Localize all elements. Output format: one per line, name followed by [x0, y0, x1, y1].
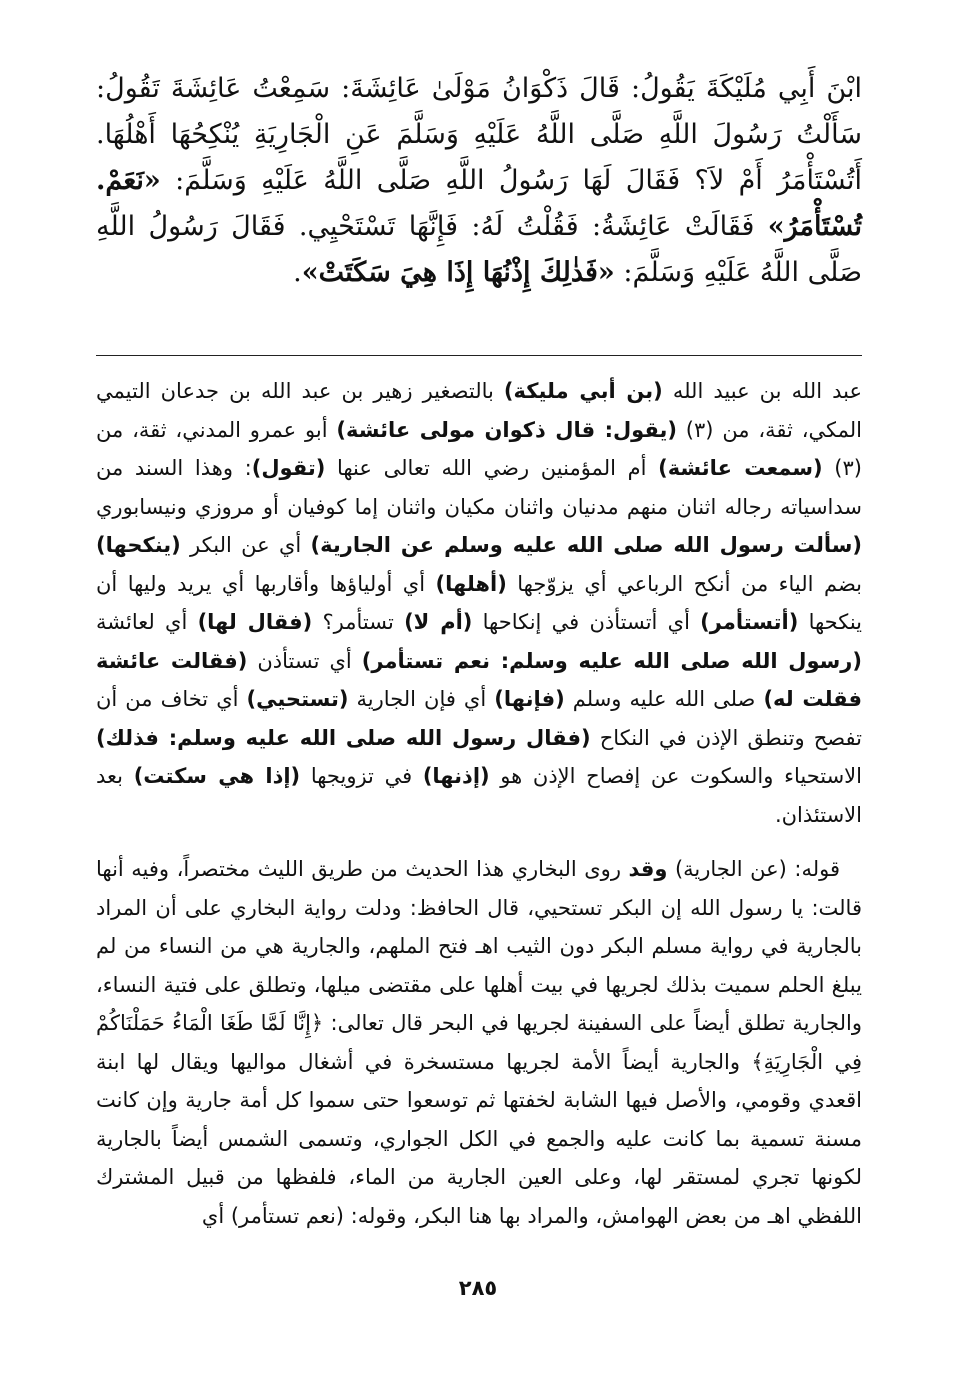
hadith-text-2: فَقَالَتْ عَائِشَةُ: فَقُلْتُ لَهُ: فَإِنَّهَا تَسْتَحْيِي. فَقَالَ رَسُولُ اللَّهِ صَلَّى اللَّهُ عَلَيْهِ وَسَلَّمَ:	[96, 211, 862, 288]
c1-bold: (ينكحها)	[96, 533, 181, 557]
c2-text: والجارية أيضاً الأمة لجريها مستسخرة في أشغال مواليها ويقال لها ابنة اقعدي وقومي، والأصل فيها الشابة لخفتها ثم توسعوا حتى سموا كل أمة جارية وإن كانت مسنة تسمية بما كانت عليه والجمع في الكل الجواري، وتسمى الشمس أيضاً بالجارية لكونها تجري لمستقر لها، وعلى العين الجارية من الماء، فلفظها من قبيل المشترك اللفظي اهـ من بعض الهوامش، والمراد بها هنا البكر، وقوله: (نعم تستأمر) أي	[96, 1049, 862, 1228]
c1-bold: (أم لا)	[404, 610, 473, 634]
c2-text: قوله: (عن الجارية)	[667, 857, 840, 881]
c2-text: روى البخاري هذا الحديث من طريق الليث مختصراً، وفيه أنها قالت: يا رسول الله إن البكر تستحيي، قال الحافظ: ودلت رواية البخاري على أن المراد بالجارية في رواية مسلم البكر دون الثيب اهـ فتح الملهم، والجارية هي من النساء من لم يبلغ الحلم سميت بذلك لجريها في بيت أهلها على مقتضى ميلها، وتطلق على فتية النساء، والجارية تطلق أيضاً على السفينة لجريها في البحر قال تعالى:	[96, 857, 862, 1035]
hadith-quote-1: «نَعَمْ. تُسْتَأْمَرُ»	[96, 165, 862, 242]
commentary-paragraph-2	[96, 850, 862, 1235]
hadith-text-block	[96, 66, 862, 296]
c1-bold: (إذا هي سكتت)	[133, 764, 301, 788]
c2-bold: وقد	[628, 857, 668, 881]
c1-text: بعد الاستئذان.	[96, 764, 862, 827]
footnote-divider	[96, 355, 862, 356]
c1-bold: (إذنها)	[422, 764, 490, 788]
hadith-text-3: .	[293, 257, 302, 288]
c1-text: بضم الياء من أنكح الرباعي أي يزوّجها	[506, 571, 862, 596]
c1-bold: (تستحيي)	[246, 687, 349, 711]
c1-bold: (رسول الله صلى الله عليه وسلم: نعم تستأمر)	[361, 648, 862, 673]
c1-text: : وهذا السند من سداسياته رجاله اثنان منهم مدنيان واثنان مكيان واثنان إما كوفيان أو مروزي ونيسابوري	[96, 456, 862, 519]
page-number: ٢٨٥	[458, 1276, 498, 1300]
c1-text: عبد الله بن عبيد الله	[662, 379, 862, 403]
c1-bold: (سمعت عائشة)	[658, 456, 823, 480]
hadith-quote-2: «فَذٰلِكَ إِذْنُهَا إِذَا هِيَ سَكَتَتْ»	[301, 257, 615, 288]
c1-text: تستأمر؟	[312, 610, 405, 634]
c1-text: بالتصغير زهير بن عبد الله بن جدعان التيمي المكي، ثقة، من (٣)	[96, 379, 862, 442]
c1-bold: (تقول)	[251, 456, 326, 480]
c1-text: أي فإن الجارية	[348, 687, 495, 711]
c1-text: الاستحياء والسكوت عن إفصاح الإذن هو	[489, 764, 862, 788]
c1-bold: (أتستأمر)	[700, 610, 799, 634]
c1-bold: (فقال رسول الله صلى الله عليه وسلم: فذلك)	[96, 725, 591, 750]
hadith-text-1: ابْنَ أَبِي مُلَيْكَةَ يَقُولُ: قَالَ ذَكْوَانُ مَوْلَىٰ عَائِشَةَ: سَمِعْتُ عَائِشَةَ تَقُولُ: سَأَلْتُ رَسُولَ اللَّهِ صَلَّى اللَّهُ عَلَيْهِ وَسَلَّمَ عَنِ الْجَارِيَةِ يُنْكِحُهَا أَهْلُهَا. أَتُسْتَأْمَرُ أَمْ لاَ؟ فَقَالَ لَهَا رَسُولُ اللَّهِ صَلَّى اللَّهُ عَلَيْهِ وَسَلَّمَ:	[96, 73, 862, 196]
c1-text: أي أولياؤها وأقاربها أي يريد وليها أن ينكحها	[96, 571, 862, 634]
c1-text: أم المؤمنين رضي الله تعالى عنها	[325, 456, 659, 480]
c1-text: صلى الله عليه وسلم	[564, 687, 764, 711]
c1-bold: (بن أبي مليكة)	[503, 379, 663, 403]
c1-text: أي عن البكر	[180, 533, 311, 557]
c1-text: أبو عمرو المدني، ثقة، من (٣)	[96, 417, 862, 480]
c1-bold: (فإنها)	[494, 687, 565, 711]
c1-bold: (فقال لها)	[197, 610, 313, 634]
c1-text: أي أتستأذن في إنكاحها	[472, 610, 701, 634]
hadith-paragraph	[96, 66, 862, 296]
c1-bold: (أهلها)	[435, 571, 507, 596]
c1-text: أي لعائشة	[96, 610, 198, 634]
c1-bold: (يقول: قال ذكوان مولى عائشة)	[336, 417, 677, 442]
c1-text: أي تخاف من أن تفصح وتنطق الإذن في النكاح	[96, 687, 862, 750]
commentary-paragraph-1	[96, 372, 862, 834]
c1-text: في تزويجها	[300, 764, 423, 788]
quran-quote: ﴿إِنَّا لَمَّا طَغَا الْمَاءُ حَمَلْنَاكُمْ فِي الْجَارِيَةِ﴾	[96, 1011, 862, 1074]
c1-text: أي تستأذن	[247, 648, 362, 673]
commentary-block	[96, 372, 862, 1235]
c1-bold: (فقالت عائشة فقلت له)	[96, 648, 863, 711]
c1-bold: (سألت رسول الله صلى الله عليه وسلم عن الجارية)	[310, 533, 862, 557]
